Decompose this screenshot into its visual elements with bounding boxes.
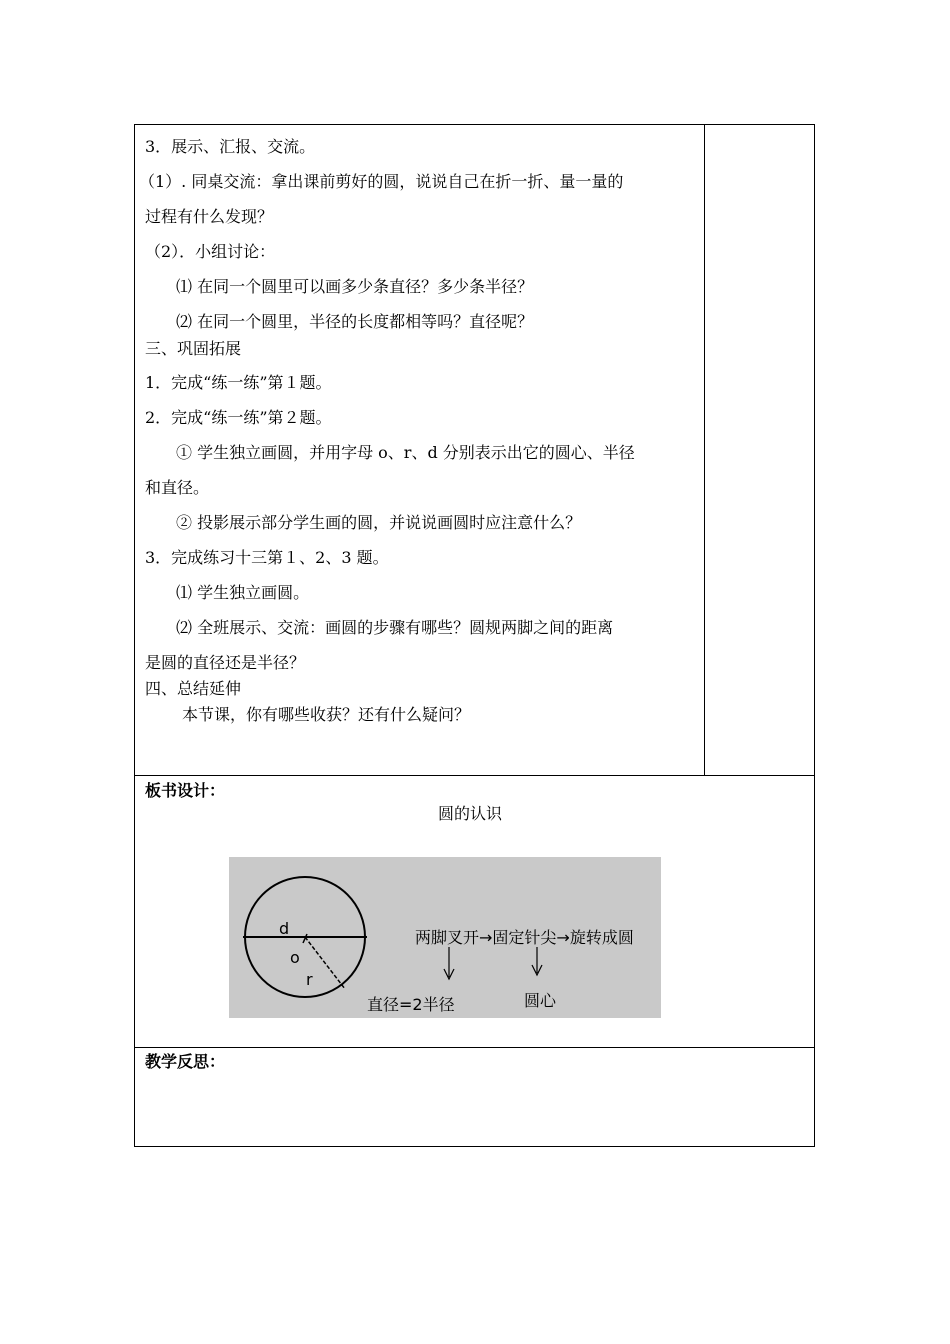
section-heading: 四、总结延伸 xyxy=(145,679,242,698)
lesson-line: 1．完成“练一练”第１题。 xyxy=(145,373,332,392)
lesson-line: 2．完成“练一练”第２题。 xyxy=(145,408,332,427)
table-border-top xyxy=(134,124,815,125)
lesson-line: ⑴ 学生独立画圆。 xyxy=(176,583,310,602)
table-divider-board xyxy=(134,775,815,776)
label-d: d xyxy=(279,919,290,938)
table-column-divider xyxy=(704,124,705,776)
label-o: o xyxy=(290,948,300,967)
board-design-heading: 板书设计： xyxy=(145,781,226,800)
lesson-line: ⑵ 在同一个圆里，半径的长度都相等吗？直径呢？ xyxy=(176,312,534,331)
lesson-line: ⑵ 全班展示、交流：画圆的步骤有哪些？圆规两脚之间的距离 xyxy=(176,618,614,637)
reflection-heading: 教学反思： xyxy=(145,1052,226,1071)
lesson-line: 过程有什么发现？ xyxy=(145,207,274,226)
table-border-right xyxy=(814,124,815,1147)
lesson-line: 和直径。 xyxy=(145,478,210,497)
lesson-line: ⑴ 在同一个圆里可以画多少条直径？多少条半径？ xyxy=(176,277,534,296)
lesson-line: 本节课，你有哪些收获？还有什么疑问？ xyxy=(182,705,471,724)
lesson-line: 是圆的直径还是半径？ xyxy=(145,653,306,672)
lesson-line: （2）．小组讨论： xyxy=(145,242,276,261)
section-heading: 三、巩固拓展 xyxy=(145,339,242,358)
table-border-left xyxy=(134,124,135,1147)
formula-text: 直径=2半径 xyxy=(367,995,455,1014)
steps-text: 两脚叉开→固定针尖→旋转成圆 xyxy=(415,928,634,947)
lesson-line: ① 学生独立画圆，并用字母 o、r、d 分别表示出它的圆心、半径 xyxy=(176,443,635,462)
lesson-line: （1）. 同桌交流：拿出课前剪好的圆，说说自己在折一折、量一量的 xyxy=(139,172,624,191)
center-text: 圆心 xyxy=(524,991,557,1010)
board-design-title: 圆的认识 xyxy=(438,804,503,823)
lesson-line: ② 投影展示部分学生画的圆，并说说画圆时应注意什么？ xyxy=(176,513,582,532)
table-border-bottom xyxy=(134,1146,815,1147)
table-divider-reflection xyxy=(134,1047,815,1048)
lesson-line: 3．展示、汇报、交流。 xyxy=(145,137,316,156)
label-r: r xyxy=(306,970,313,989)
lesson-line: 3．完成练习十三第１、2、3 题。 xyxy=(145,548,389,567)
circle-diagram xyxy=(229,857,661,1018)
